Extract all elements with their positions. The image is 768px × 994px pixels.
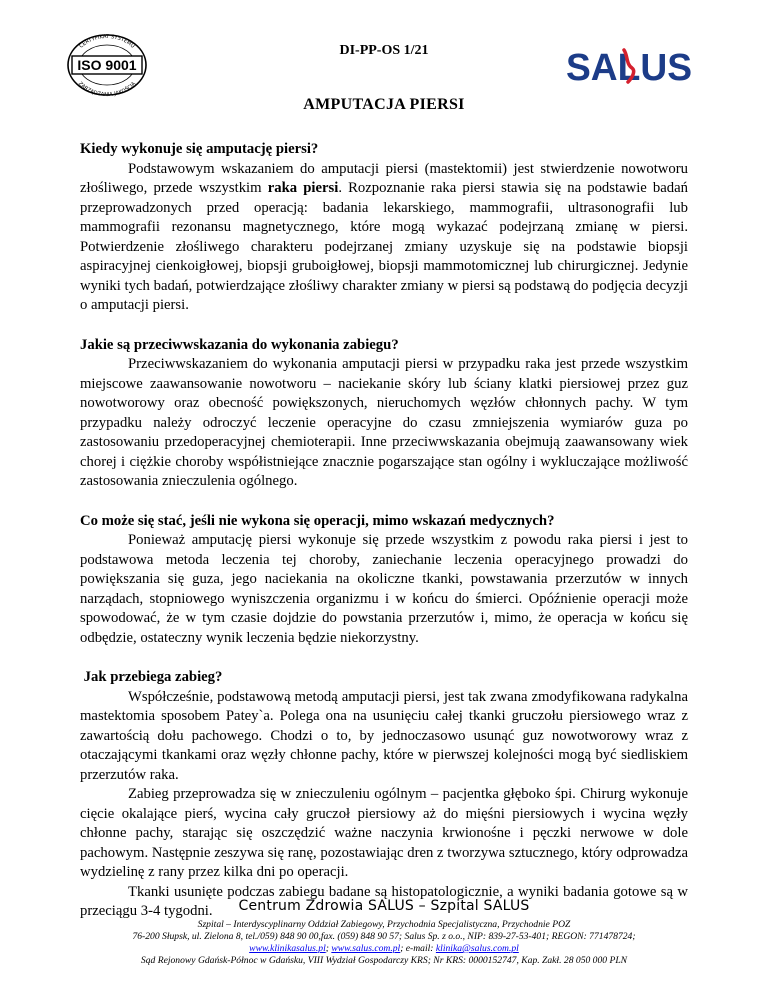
footer-line: Szpital – Interdyscyplinarny Oddział Zabiegowy, Przychodnia Specjalistyczna, Przychodnie POZ xyxy=(197,919,571,930)
document-code: DI-PP-OS 1/21 xyxy=(339,43,429,58)
footer-line: 76-200 Słupsk, ul. Zielona 8, tel./059) 848 90 00,fax. (059) 848 90 57; Salus Sp. z o.o., NIP: 839-27-53-401; REGON: 771478724; xyxy=(132,931,636,942)
document-body xyxy=(80,140,688,922)
emphasis: raka piersi xyxy=(267,180,339,196)
footer xyxy=(40,919,728,967)
section-paragraph: Zabieg przeprowadza się w znieczuleniu ogólnym – pacjentka głęboko śpi. Chirurg wykonuje cięcie okalające pierś, wycina cały gruczoł piersiowy aż do mięśni piersiowych i wycina węzły chłonne pachy, starając się oszczędzić ważne naczynia krwionośne i pęczki nerwowe w dole pachowym. Następnie zeszywa się ranę, pozostawiając dren z tworzywa sztucznego, który odprowadza wydzielinę z rany przez kilka dni po operacji. xyxy=(80,786,688,880)
salus-logo xyxy=(566,46,692,86)
section-paragraph: Współcześnie, podstawową metodą amputacji piersi, jest tak zwana zmodyfikowana radykalna mastektomia sposobem Patey`a. Polega ona na usunięciu całej tkanki gruczołu piersiowego wraz z zawartością dołu pachowego. Chodzi o to, by jednoczasowo usunąć guz nowotworowy wraz z otaczającymi tkankami oraz węzły chłonne pachy, które w pierwszej kolejności mogą być siedliskiem przerzutów raka. xyxy=(80,688,688,783)
footer-line: Sąd Rejonowy Gdańsk-Północ w Gdańsku, VIII Wydział Gospodarczy KRS; Nr KRS: 0000152747, Kap. Zakł. 28 050 000 PLN xyxy=(140,955,628,966)
section-heading: Co może się stać, jeśli nie wykona się operacji, mimo wskazań medycznych? xyxy=(80,512,555,529)
svg-text:ZARZĄDZANIA JAKOŚCIĄ xyxy=(77,81,137,97)
iso-label: ISO 9001 xyxy=(77,57,137,73)
salus-logo-text: SALUS xyxy=(566,47,692,86)
section-heading: Kiedy wykonuje się amputację piersi? xyxy=(80,141,319,157)
section-heading: Jakie są przeciwwskazania do wykonania zabiegu? xyxy=(80,336,399,353)
section-paragraph: Przeciwwskazaniem do wykonania amputacji piersi w przypadku raka jest przede wszystkim miejscowe zaawansowanie nowotworu – naciekanie skóry lub ściany klatki piersiowej przez guz nowotworowy oraz obecność powiększonych, nieruchomych węzłów chłonnych pachy. W tym przypadku należy odroczyć leczenie operacyjne do czasu zmniejszenia wymiarów guza po zastosowaniu przedoperacyjnej chemioterapii. Inne przeciwwskazania obejmują zaawansowany wiek chorej i ciężkie choroby współistniejące znacznie pogarszające stan ogólny i wykluczające możliwość zastosowania znieczulenia ogólnego. xyxy=(80,356,688,489)
email-link[interactable]: klinika@salus.com.pl xyxy=(435,943,519,954)
footer-links-line: www.klinikasalus.pl; www.salus.com.pl; e-mail: klinika@salus.com.pl xyxy=(249,943,519,954)
iso-ring-bottom-text: ZARZĄDZANIA JAKOŚCIĄ xyxy=(76,81,138,97)
page-title: AMPUTACJA PIERSI xyxy=(303,96,465,113)
website-link-salus[interactable]: www.salus.com.pl xyxy=(331,943,401,954)
footer-title: Centrum Zdrowia SALUS – Szpital SALUS xyxy=(238,898,530,914)
website-link-klinikasalus[interactable]: www.klinikasalus.pl xyxy=(249,943,326,954)
section-heading: Jak przebiega zabieg? xyxy=(80,669,223,685)
section-paragraph: Ponieważ amputację piersi wykonuje się przede wszystkim z powodu raka piersi i jest to podstawowa metoda leczenia tej choroby, zaniechanie leczenia operacyjnego prowadzi do powiększania się guza, jego naciekania na okoliczne tkanki, powstawania przerzutów w innych narządach, stopniowego wyniszczenia organizmu i w końcu do śmierci. Opóźnienie operacji może spowodować, że w tym czasie dojdzie do powstania przerzutów i, mimo, że operacja w końcu się odbędzie, ostateczny wynik leczenia będzie niekorzystny. xyxy=(80,532,688,646)
iso-ring-top-text: CERTYFIKAT SYSTEMU xyxy=(78,33,136,50)
section-paragraph: Tkanki usunięte podczas zabiegu badane są histopatologicznie, a wyniki badania gotowe są w przeciągu 3-4 tygodni. xyxy=(80,883,688,919)
section-paragraph: Podstawowym wskazaniem do amputacji piersi (mastektomii) jest stwierdzenie nowotworu złośliwego, przede wszystkim raka piersi. Rozpoznanie raka piersi stawia się na podstawie badań przeprowadzonych przed operacją: badania lekarskiego, mammografii, ultrasonografii lub mammografii rezonansu magnetycznego, które mogą wykazać podejrzaną zmianę w piersi. Potwierdzenie złośliwego charakteru podejrzanej zmiany uzyskuje się na podstawie biopsji aspiracyjnej cienkoigłowej, biopsji gruboigłowej, biopsji mammotomicznej lub chirurgicznej. Jedynie wyniki tych badań, potwierdzające złośliwy charakter zmiany w piersi są podstawą do podjęcia decyzji o amputacji piersi. xyxy=(80,160,688,313)
